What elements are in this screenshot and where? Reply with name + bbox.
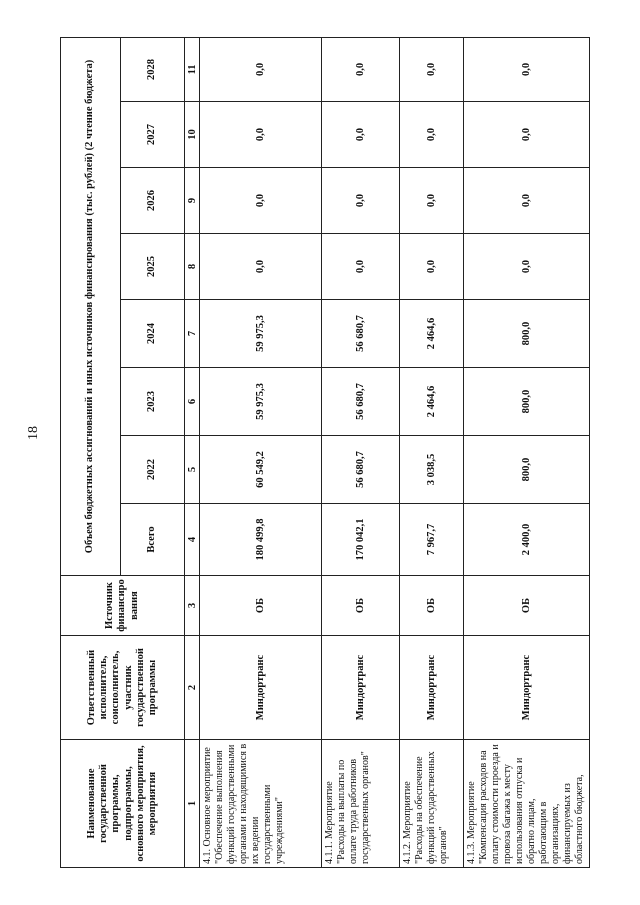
index-cell: 3 <box>185 576 200 636</box>
row-value: 0,0 <box>464 234 590 300</box>
row-name: 4.1. Основное мероприятие "Обеспечение выполнения функций государственными органами и находящимися в их ведении государственными учреждениями" <box>200 740 322 868</box>
row-total: 170 042,1 <box>322 504 400 576</box>
row-value: 56 680,7 <box>322 368 400 436</box>
row-value: 0,0 <box>464 168 590 234</box>
row-value: 0,0 <box>322 37 400 101</box>
row-value: 0,0 <box>200 102 322 168</box>
row-value: 0,0 <box>464 102 590 168</box>
row-value: 59 975,3 <box>200 368 322 436</box>
header-year: 2025 <box>121 234 185 300</box>
header-executor: Ответственный исполнитель, соисполнитель, участник государственной программы <box>61 636 185 740</box>
header-source: Источник финансиро вания <box>61 576 185 636</box>
index-cell: 2 <box>185 636 200 740</box>
row-total: 2 400,0 <box>464 504 590 576</box>
index-cell: 5 <box>185 436 200 504</box>
row-name: 4.1.2. Мероприятие "Расходы на обеспечение функций государственных органов" <box>400 740 464 868</box>
rotated-table-wrapper <box>60 38 590 868</box>
page-number: 18 <box>26 426 41 440</box>
row-value: 3 038,5 <box>400 436 464 504</box>
table-row <box>464 37 590 867</box>
row-source: ОБ <box>464 576 590 636</box>
row-value: 2 464,6 <box>400 368 464 436</box>
row-value: 800,0 <box>464 368 590 436</box>
row-value: 2 464,6 <box>400 300 464 368</box>
row-value: 0,0 <box>200 234 322 300</box>
index-cell: 11 <box>185 37 200 101</box>
row-value: 0,0 <box>200 168 322 234</box>
index-cell: 4 <box>185 504 200 576</box>
row-value: 0,0 <box>322 102 400 168</box>
row-value: 800,0 <box>464 300 590 368</box>
index-cell: 10 <box>185 102 200 168</box>
row-executor: Миндортранс <box>464 636 590 740</box>
row-value: 0,0 <box>200 37 322 101</box>
row-source: ОБ <box>322 576 400 636</box>
row-value: 0,0 <box>322 234 400 300</box>
header-year: 2027 <box>121 102 185 168</box>
row-source: ОБ <box>200 576 322 636</box>
row-value: 56 680,7 <box>322 300 400 368</box>
row-executor: Миндортранс <box>322 636 400 740</box>
header-group: Объем бюджетных ассигнований и иных источников финансирования (тыс. рублей) (2 чтение бюджета) <box>61 37 121 575</box>
budget-table <box>60 37 590 868</box>
index-row <box>185 37 200 867</box>
header-year: 2022 <box>121 436 185 504</box>
index-cell: 9 <box>185 168 200 234</box>
index-cell: 7 <box>185 300 200 368</box>
row-name: 4.1.3. Мероприятие "Компенсация расходов на оплату стоимости проезда и провоза багажа к месту использования отпуска и обратно лицам, работающим в организациях, финансируемых из областного бюджета, <box>464 740 590 868</box>
row-total: 7 967,7 <box>400 504 464 576</box>
header-year: 2026 <box>121 168 185 234</box>
row-value: 0,0 <box>400 168 464 234</box>
table-row <box>322 37 400 867</box>
index-cell: 1 <box>185 740 200 868</box>
header-name: Наименование государственной программы, подпрограммы, основного мероприятия, мероприятия <box>61 740 185 868</box>
row-value: 800,0 <box>464 436 590 504</box>
header-year: 2028 <box>121 37 185 101</box>
row-value: 60 549,2 <box>200 436 322 504</box>
row-executor: Миндортранс <box>200 636 322 740</box>
header-year: 2023 <box>121 368 185 436</box>
row-value: 0,0 <box>400 234 464 300</box>
row-value: 0,0 <box>464 37 590 101</box>
row-value: 0,0 <box>400 102 464 168</box>
row-value: 0,0 <box>400 37 464 101</box>
index-cell: 6 <box>185 368 200 436</box>
row-value: 56 680,7 <box>322 436 400 504</box>
index-cell: 8 <box>185 234 200 300</box>
table-row <box>200 37 322 867</box>
row-executor: Миндортранс <box>400 636 464 740</box>
header-total: Всего <box>121 504 185 576</box>
row-name: 4.1.1. Мероприятие "Расходы на выплаты по оплате труда работников государственных органов" <box>322 740 400 868</box>
header-year: 2024 <box>121 300 185 368</box>
row-source: ОБ <box>400 576 464 636</box>
table-row <box>400 37 464 867</box>
row-value: 0,0 <box>322 168 400 234</box>
row-value: 59 975,3 <box>200 300 322 368</box>
row-total: 180 499,8 <box>200 504 322 576</box>
